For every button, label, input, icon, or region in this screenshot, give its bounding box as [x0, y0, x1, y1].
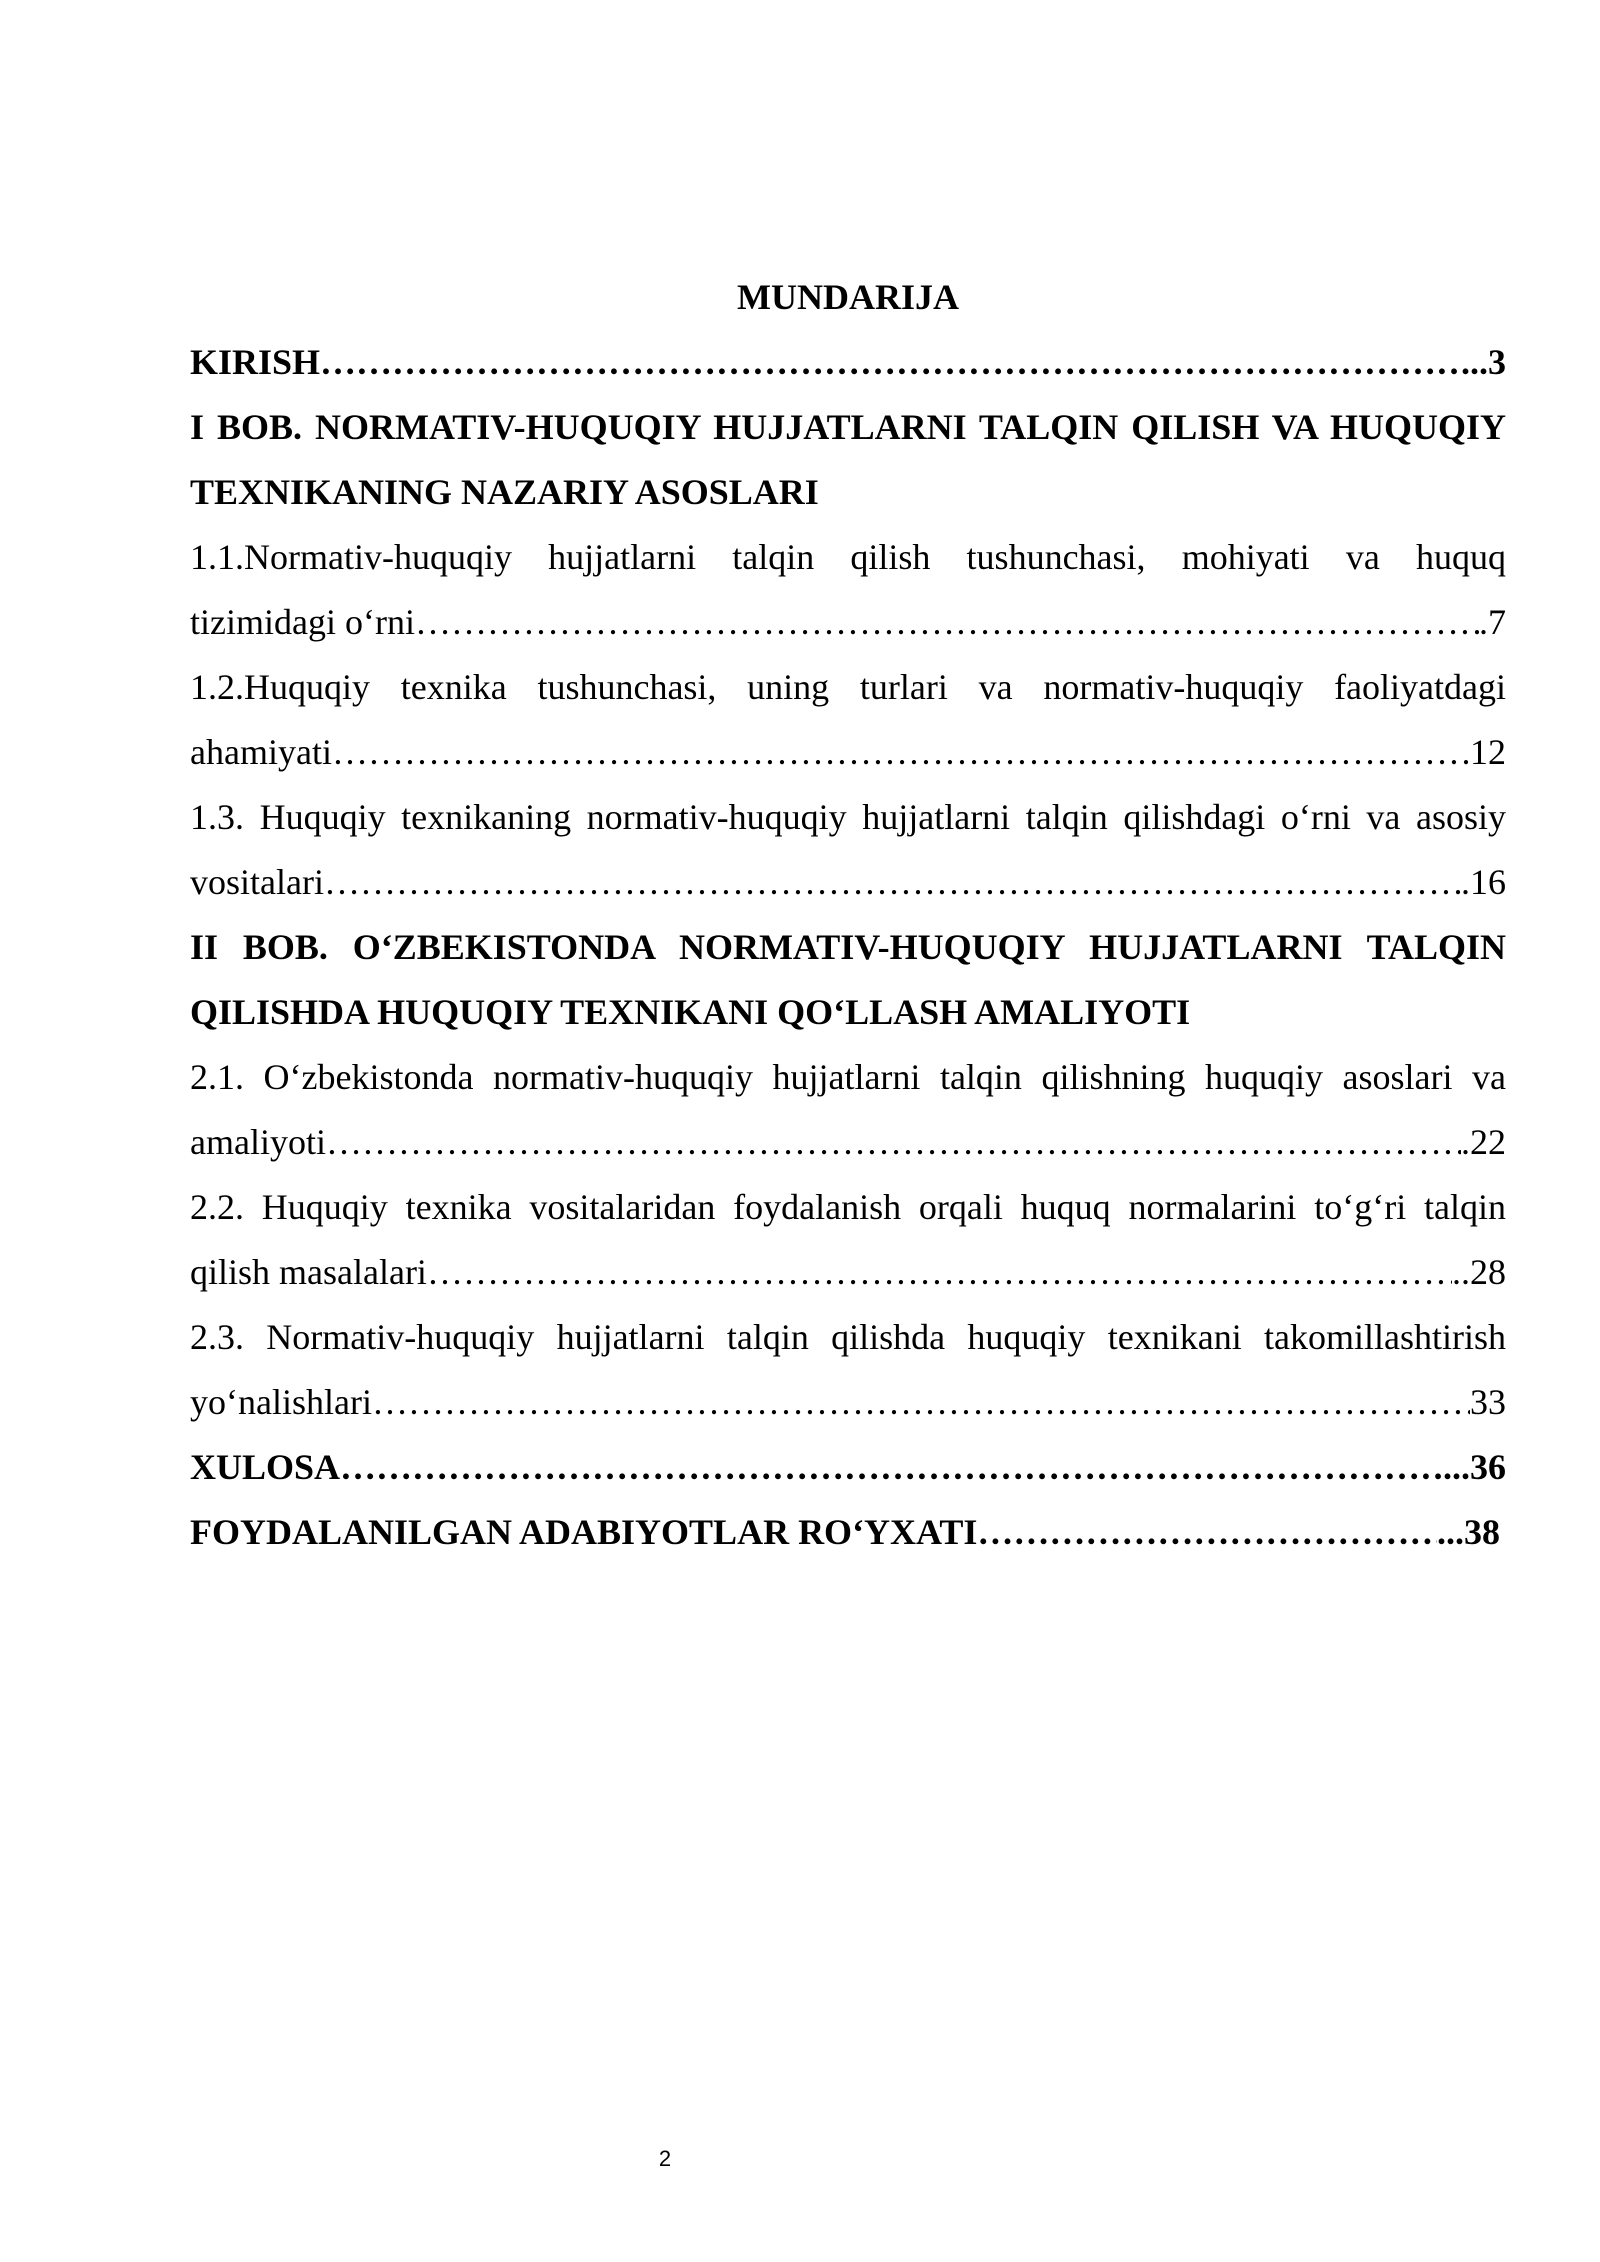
toc-entry-kirish[interactable]: [190, 330, 1506, 395]
toc-entry-text-cont: yo‘nalishlari: [190, 1382, 372, 1422]
toc-entry-text: FOYDALANILGAN ADABIYOTLAR RO‘YXATI: [190, 1512, 978, 1552]
toc-title: MUNDARIJA: [737, 277, 959, 317]
table-of-contents: [190, 265, 1506, 1565]
toc-page-number: .22: [1461, 1122, 1506, 1162]
dot-leader: [372, 1370, 1470, 1435]
dot-leader: [326, 1110, 1461, 1175]
toc-page-number: .7: [1479, 602, 1506, 642]
toc-entry-adabiyotlar[interactable]: [190, 1500, 1500, 1565]
toc-entry-text: 2.2. Huquqiy texnika vositalaridan foydalanish orqali huquq normalarini to‘g‘ri talqin: [190, 1187, 1506, 1227]
dot-leader: [324, 850, 1461, 915]
toc-page-number: ...38: [1437, 1512, 1500, 1552]
toc-entry-text: KIRISH: [190, 342, 321, 382]
toc-entry-text: XULOSA: [190, 1447, 341, 1487]
toc-page-number: .16: [1461, 862, 1506, 902]
dot-leader: [340, 1435, 1443, 1500]
dot-leader: [427, 1240, 1452, 1305]
toc-entry-text-cont: vositalari: [190, 862, 324, 902]
toc-page-number: 33: [1470, 1382, 1506, 1422]
toc-entry-2-2[interactable]: [190, 1175, 1506, 1305]
toc-page-number: ...3: [1461, 342, 1506, 382]
dot-leader: [415, 590, 1479, 655]
dot-leader: [320, 330, 1461, 395]
toc-page-number: 12: [1470, 732, 1506, 772]
toc-chapter-1[interactable]: I BOB. NORMATIV-HUQUQIY HUJJATLARNI TALQIN QILISH VA HUQUQIY TEXNIKANING NAZARIY ASOSLARI: [190, 407, 1506, 512]
toc-entry-text-cont: qilish masalalari: [190, 1252, 427, 1292]
toc-entry-text: 2.1. O‘zbekistonda normativ-huquqiy hujjatlarni talqin qilishning huquqiy asoslari va: [190, 1057, 1506, 1097]
toc-page-number: ..28: [1452, 1252, 1506, 1292]
toc-entry-text: 1.3. Huquqiy texnikaning normativ-huquqiy hujjatlarni talqin qilishdagi o‘rni va asosiy: [190, 797, 1506, 837]
toc-entry-text: 1.1.Normativ-huquqiy hujjatlarni talqin qilish tushunchasi, mohiyati va huquq: [190, 537, 1506, 577]
toc-chapter-2[interactable]: II BOB. O‘ZBEKISTONDA NORMATIV-HUQUQIY HUJJATLARNI TALQIN QILISHDA HUQUQIY TEXNIKANI QO‘LLASH AMALIYOTI: [190, 927, 1506, 1032]
toc-entry-text: 2.3. Normativ-huquqiy hujjatlarni talqin qilishda huquqiy texnikani takomillashtirish: [190, 1317, 1506, 1357]
toc-entry-1-3[interactable]: [190, 785, 1506, 915]
toc-entry-text-cont: tizimidagi o‘rni: [190, 602, 415, 642]
toc-entry-2-1[interactable]: [190, 1045, 1506, 1175]
dot-leader: [332, 720, 1470, 785]
toc-entry-1-1[interactable]: [190, 525, 1506, 655]
toc-entry-xulosa[interactable]: [190, 1435, 1506, 1500]
page-number: 2: [658, 2146, 672, 2171]
toc-entry-1-2[interactable]: [190, 655, 1506, 785]
dot-leader: [977, 1500, 1437, 1565]
toc-entry-text-cont: ahamiyati: [190, 732, 332, 772]
toc-entry-2-3[interactable]: [190, 1305, 1506, 1435]
toc-page-number: ...36: [1443, 1447, 1506, 1487]
toc-entry-text: 1.2.Huquqiy texnika tushunchasi, uning turlari va normativ-huquqiy faoliyatdagi: [190, 667, 1506, 707]
toc-entry-text-cont: amaliyoti: [190, 1122, 326, 1162]
